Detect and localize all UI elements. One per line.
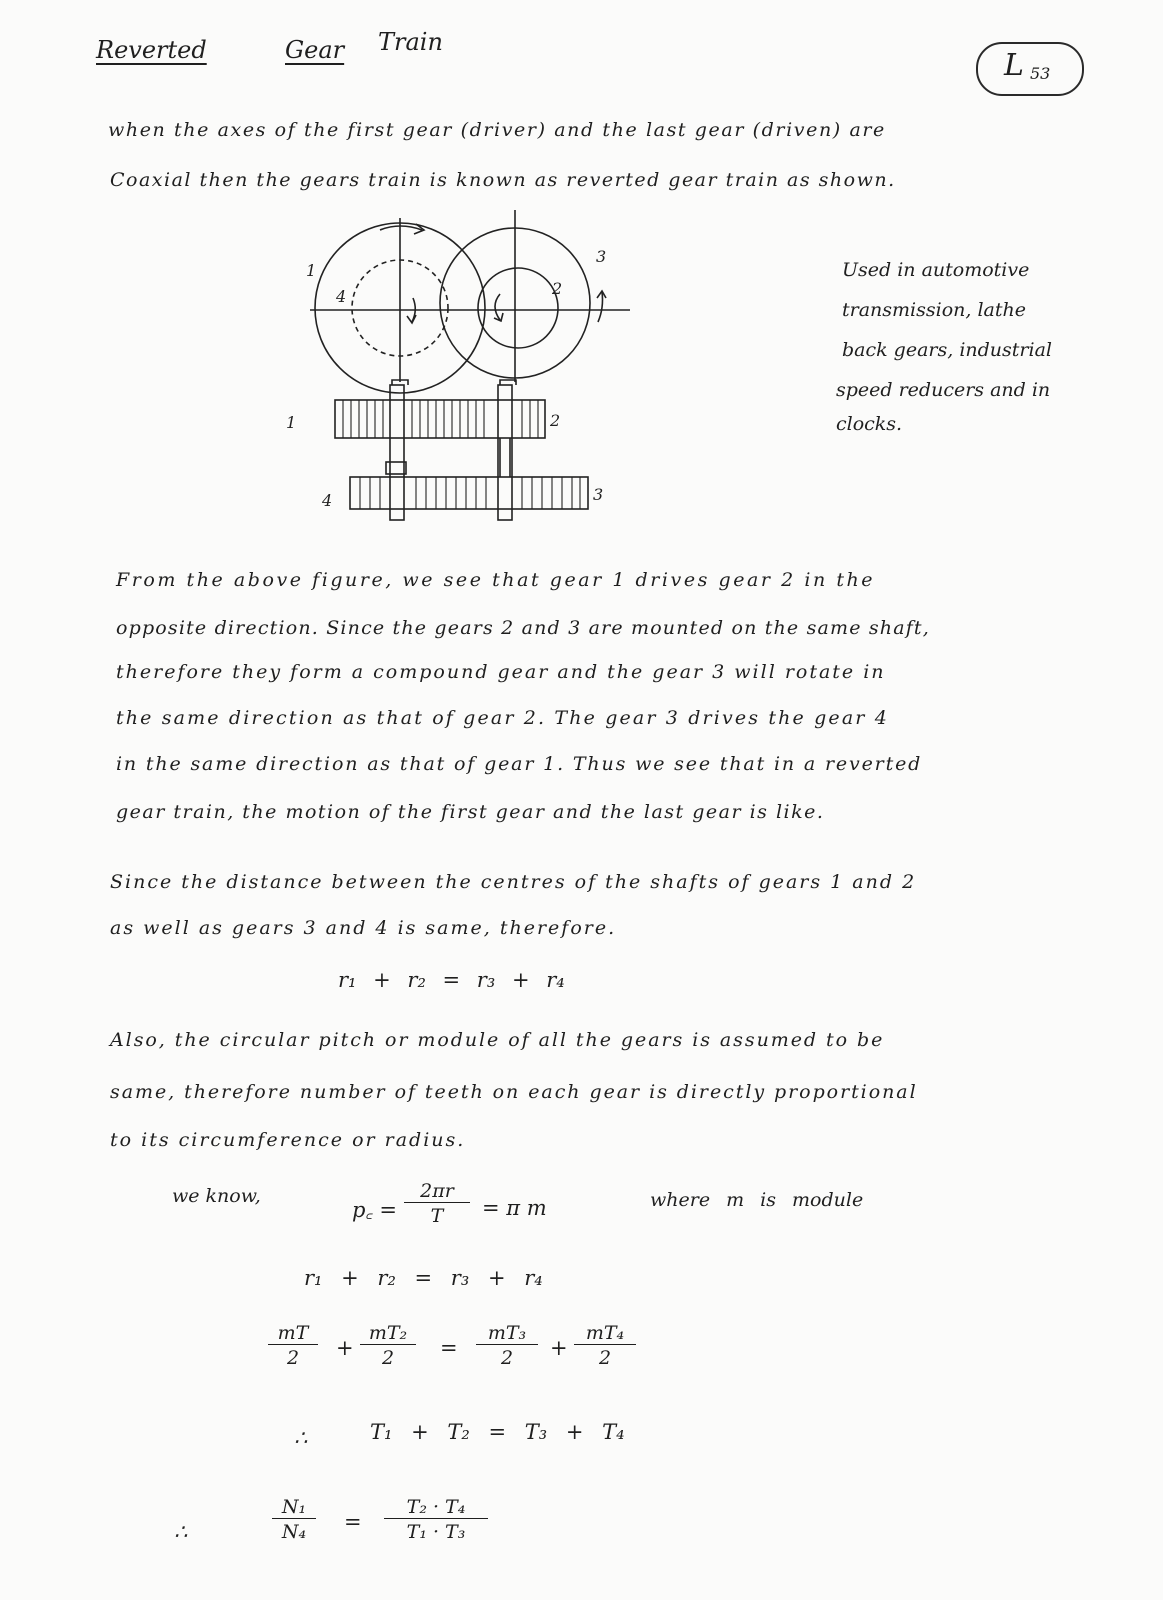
pitch-fraction	[404, 1180, 470, 1227]
therefore-symbol-1: ∴	[294, 1426, 308, 1450]
pitch-lhs: p꜀ =	[352, 1198, 397, 1222]
title-word-reverted: Reverted	[96, 36, 207, 64]
fraction-3-denominator: 2	[500, 1347, 514, 1369]
therefore-symbol-2: ∴	[174, 1520, 188, 1544]
fraction-2-denominator: 2	[381, 1347, 395, 1369]
para3-line-2: same, therefore number of teeth on each gear is directly proportional	[110, 1081, 918, 1103]
para3-line-3: to its circumference or radius.	[110, 1129, 466, 1151]
equation-teeth-sum: T₁ + T₂ = T₃ + T₄	[370, 1420, 625, 1444]
fraction-4-numerator: mT₄	[574, 1322, 636, 1345]
pitch-rhs: = π m	[482, 1196, 547, 1220]
page-number-badge	[976, 42, 1084, 96]
label-gear-1: 1	[306, 261, 317, 280]
teeth-ratio-denominator: T₁ · T₃	[406, 1521, 466, 1543]
uses-line-1: Used in automotive	[842, 259, 1030, 281]
title-word-train: Train	[378, 28, 443, 56]
pitch-denominator: T	[430, 1205, 444, 1227]
fraction-4-denominator: 2	[598, 1347, 612, 1369]
fraction-1-numerator: mT	[268, 1322, 318, 1345]
shaft-1	[390, 385, 404, 520]
para2-line-1: Since the distance between the centres of the shafts of gears 1 and 2	[110, 871, 917, 893]
teeth-ratio-rhs	[384, 1496, 488, 1543]
para1-line-5: in the same direction as that of gear 1. Thus we see that in a reverted	[116, 753, 923, 775]
speed-ratio-equals: =	[344, 1510, 362, 1534]
para1-line-1: From the above figure, we see that gear 1 drives gear 2 in the	[116, 569, 876, 591]
uses-line-2: transmission, lathe	[842, 299, 1026, 321]
para3-line-1: Also, the circular pitch or module of all the gears is assumed to be	[110, 1029, 885, 1051]
plus-sign-2: +	[550, 1336, 568, 1360]
speed-ratio-numerator: N₁	[272, 1496, 316, 1519]
title-word-gear: Gear	[285, 36, 345, 64]
teeth-ratio-numerator: T₂ · T₄	[384, 1496, 488, 1519]
label-gear-4: 4	[336, 287, 347, 306]
bearing-block	[386, 462, 406, 474]
equation-radii-sum: r₁ + r₂ = r₃ + r₄	[338, 968, 565, 992]
para1-line-2: opposite direction. Since the gears 2 and 3 are mounted on the same shaft,	[116, 617, 930, 639]
speed-ratio-denominator: N₄	[281, 1521, 307, 1543]
label-gear-2: 2	[552, 279, 563, 298]
speed-ratio-lhs	[272, 1496, 316, 1543]
module-note: where m is module	[650, 1189, 864, 1211]
side-label-2: 2	[550, 411, 561, 430]
intro-line-2: Coaxial then the gears train is known as reverted gear train as shown.	[110, 169, 896, 191]
label-gear-3: 3	[596, 247, 607, 266]
side-label-1: 1	[286, 413, 297, 432]
equation-radii-sum-2: r₁ + r₂ = r₃ + r₄	[304, 1266, 543, 1290]
para1-line-4: the same direction as that of gear 2. The gear 3 drives the gear 4	[116, 707, 889, 729]
para1-line-6: gear train, the motion of the first gear and the last gear is like.	[116, 801, 825, 823]
reverted-gear-train-diagram	[286, 210, 640, 530]
fraction-2-numerator: mT₂	[360, 1322, 416, 1345]
para1-line-3: therefore they form a compound gear and the gear 3 will rotate in	[116, 661, 886, 683]
gear-2-circle	[478, 268, 558, 348]
fraction-1	[268, 1322, 318, 1369]
rotation-arrow-gear-2	[495, 294, 500, 320]
uses-line-4: speed reducers and in	[836, 379, 1051, 401]
equals-sign: =	[440, 1336, 458, 1360]
fraction-2	[360, 1322, 416, 1369]
pitch-numerator: 2πr	[404, 1180, 470, 1203]
para2-line-2: as well as gears 3 and 4 is same, therefore.	[110, 917, 617, 939]
badge-letter: L	[1004, 48, 1024, 83]
intro-line-1: when the axes of the first gear (driver) and the last gear (driven) are	[108, 119, 886, 141]
we-know-label: we know,	[172, 1185, 261, 1207]
uses-line-5: clocks.	[836, 413, 903, 435]
side-label-4: 4	[322, 491, 333, 510]
fraction-4	[574, 1322, 636, 1369]
fraction-3	[476, 1322, 538, 1369]
uses-line-3: back gears, industrial	[842, 339, 1052, 361]
fraction-3-numerator: mT₃	[476, 1322, 538, 1345]
badge-number: 53	[1030, 64, 1051, 83]
fraction-1-denominator: 2	[286, 1347, 300, 1369]
side-label-3: 3	[593, 485, 604, 504]
plus-sign-1: +	[336, 1336, 354, 1360]
rotation-arrow-top	[380, 226, 422, 230]
